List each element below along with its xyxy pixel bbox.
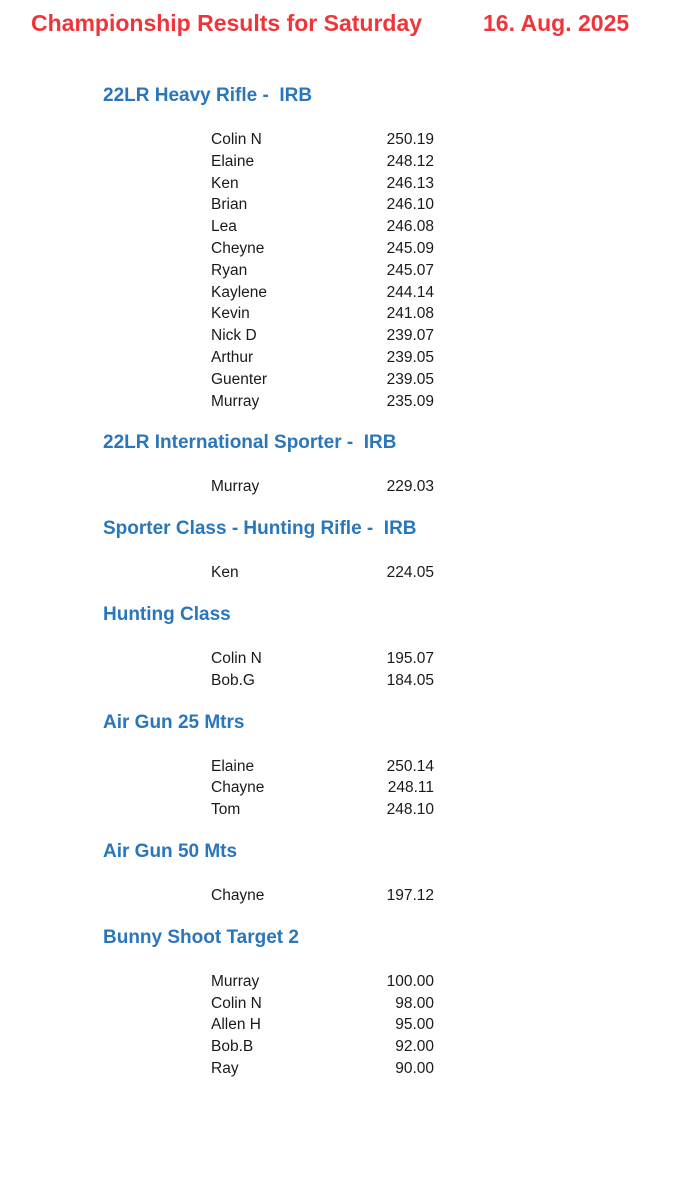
result-section bbox=[0, 840, 680, 907]
competitor-name: Murray bbox=[211, 478, 260, 496]
result-row bbox=[0, 1014, 680, 1036]
competitor-name: Murray bbox=[211, 972, 260, 990]
section-title: Air Gun 25 Mtrs bbox=[103, 711, 245, 733]
competitor-name: Allen H bbox=[211, 1016, 261, 1034]
competitor-name: Kaylene bbox=[211, 283, 268, 301]
competitor-name: Chayne bbox=[211, 886, 265, 904]
results-list bbox=[0, 648, 680, 692]
competitor-name: Colin N bbox=[211, 131, 262, 148]
competitor-score: 248.12 bbox=[386, 152, 434, 170]
results-list bbox=[0, 129, 680, 412]
competitor-name: Bob.G bbox=[211, 671, 255, 689]
competitor-score: 248.10 bbox=[386, 801, 434, 819]
results-list bbox=[0, 971, 680, 1080]
competitor-score: 98.00 bbox=[395, 994, 434, 1012]
competitor-score: 250.19 bbox=[386, 131, 434, 148]
competitor-score: 250.14 bbox=[386, 757, 434, 775]
competitor-score: 246.08 bbox=[386, 218, 434, 236]
result-section bbox=[0, 603, 680, 692]
result-section bbox=[0, 517, 680, 584]
competitor-name: Tom bbox=[211, 801, 241, 819]
result-row bbox=[0, 993, 680, 1015]
competitor-name: Kevin bbox=[211, 305, 250, 323]
result-row bbox=[0, 369, 680, 391]
competitor-name: Nick D bbox=[211, 327, 257, 345]
results-list bbox=[0, 562, 680, 584]
competitor-name: Ryan bbox=[211, 261, 248, 279]
result-row bbox=[0, 648, 680, 670]
page-title: Championship Results for Saturday bbox=[31, 10, 423, 36]
result-row bbox=[0, 971, 680, 993]
competitor-score: 224.05 bbox=[386, 564, 434, 582]
competitor-score: 235.09 bbox=[386, 392, 434, 410]
results-list bbox=[0, 756, 680, 821]
competitor-score: 92.00 bbox=[395, 1038, 434, 1056]
result-section bbox=[0, 84, 680, 412]
section-title: Bunny Shoot Target 2 bbox=[103, 926, 299, 948]
competitor-score: 245.07 bbox=[386, 261, 434, 279]
result-section bbox=[0, 926, 680, 1080]
competitor-name: Guenter bbox=[211, 370, 268, 388]
result-section bbox=[0, 431, 680, 498]
competitor-score: 246.10 bbox=[386, 196, 434, 214]
competitor-score: 246.13 bbox=[386, 174, 434, 192]
result-row bbox=[0, 391, 680, 413]
competitor-name: Elaine bbox=[211, 757, 255, 775]
competitor-name: Elaine bbox=[211, 152, 255, 170]
page-date: 16. Aug. 2025 bbox=[483, 10, 630, 36]
competitor-name: Colin N bbox=[211, 994, 262, 1012]
result-row bbox=[0, 303, 680, 325]
result-row bbox=[0, 476, 680, 498]
section-title: Air Gun 50 Mts bbox=[103, 840, 238, 862]
section-title: 22LR Heavy Rifle - IRB bbox=[103, 85, 313, 106]
competitor-name: Cheyne bbox=[211, 239, 265, 257]
competitor-score: 245.09 bbox=[386, 239, 434, 257]
result-row bbox=[0, 799, 680, 821]
result-row bbox=[0, 282, 680, 304]
competitor-name: Colin N bbox=[211, 649, 262, 667]
result-row bbox=[0, 129, 680, 151]
result-row bbox=[0, 194, 680, 216]
result-row bbox=[0, 1036, 680, 1058]
competitor-name: Ken bbox=[211, 174, 239, 192]
results-sections bbox=[0, 84, 680, 1099]
competitor-score: 248.11 bbox=[387, 779, 434, 797]
competitor-name: Brian bbox=[211, 196, 248, 214]
section-title: 22LR International Sporter - IRB bbox=[103, 432, 397, 454]
result-row bbox=[0, 325, 680, 347]
result-row bbox=[0, 151, 680, 173]
result-row bbox=[0, 1058, 680, 1080]
competitor-score: 100.00 bbox=[386, 972, 434, 990]
competitor-score: 95.00 bbox=[395, 1016, 434, 1034]
result-row bbox=[0, 777, 680, 799]
competitor-score: 244.14 bbox=[386, 283, 434, 301]
result-row bbox=[0, 562, 680, 584]
competitor-score: 184.05 bbox=[386, 671, 434, 689]
result-row bbox=[0, 173, 680, 195]
result-row bbox=[0, 260, 680, 282]
result-row bbox=[0, 670, 680, 692]
result-row bbox=[0, 885, 680, 907]
competitor-name: Ken bbox=[211, 564, 239, 582]
competitor-name: Lea bbox=[211, 218, 237, 236]
result-row bbox=[0, 238, 680, 260]
competitor-name: Ray bbox=[211, 1059, 239, 1077]
competitor-name: Arthur bbox=[211, 348, 254, 366]
competitor-score: 197.12 bbox=[386, 886, 434, 904]
competitor-name: Murray bbox=[211, 392, 260, 410]
competitor-name: Bob.B bbox=[211, 1038, 254, 1056]
competitor-score: 241.08 bbox=[386, 305, 434, 323]
page-header bbox=[0, 10, 680, 44]
result-row bbox=[0, 347, 680, 369]
result-row bbox=[0, 216, 680, 238]
result-row bbox=[0, 756, 680, 778]
results-list bbox=[0, 885, 680, 907]
result-section bbox=[0, 711, 680, 821]
competitor-score: 239.05 bbox=[386, 348, 434, 366]
results-list bbox=[0, 476, 680, 498]
competitor-score: 239.07 bbox=[386, 327, 434, 345]
competitor-name: Chayne bbox=[211, 779, 265, 797]
competitor-score: 239.05 bbox=[386, 370, 434, 388]
section-title: Sporter Class - Hunting Rifle - IRB bbox=[103, 518, 417, 540]
competitor-score: 195.07 bbox=[386, 649, 434, 667]
competitor-score: 90.00 bbox=[395, 1059, 434, 1077]
competitor-score: 229.03 bbox=[386, 478, 434, 496]
section-title: Hunting Class bbox=[103, 603, 231, 625]
